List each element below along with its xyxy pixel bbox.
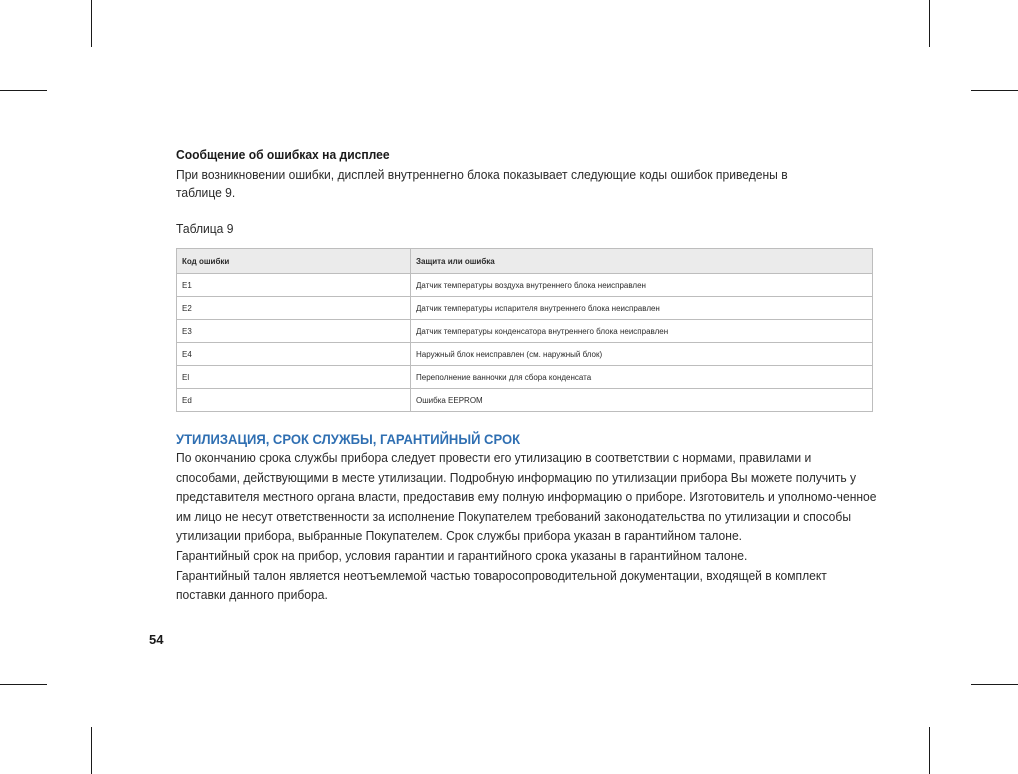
header-code: Код ошибки [177, 249, 411, 274]
error-description: Датчик температуры воздуха внутреннего блока неисправлен [411, 274, 873, 297]
error-description: Датчик температуры испарителя внутреннего блока неисправлен [411, 297, 873, 320]
crop-mark [0, 90, 47, 91]
crop-mark [929, 727, 930, 774]
crop-mark [91, 0, 92, 47]
crop-mark [0, 684, 47, 685]
error-code: E4 [177, 343, 411, 366]
error-section-title: Сообщение об ошибках на дисплее [176, 147, 390, 162]
error-code-table [176, 248, 873, 412]
disposal-section-title: УТИЛИЗАЦИЯ, СРОК СЛУЖБЫ, ГАРАНТИЙНЫЙ СРОК [176, 431, 521, 447]
error-description: Ошибка EEPROM [411, 389, 873, 412]
crop-mark [971, 90, 1018, 91]
table-row [177, 389, 873, 412]
disposal-section [176, 430, 878, 605]
crop-mark [971, 684, 1018, 685]
error-section [176, 147, 876, 237]
table-row [177, 297, 873, 320]
table-row [177, 343, 873, 366]
table-row [177, 320, 873, 343]
error-code: E2 [177, 297, 411, 320]
error-code: Ed [177, 389, 411, 412]
table-row [177, 274, 873, 297]
error-code: E1 [177, 274, 411, 297]
table-row [177, 366, 873, 389]
table-caption: Таблица 9 [176, 221, 234, 236]
error-code: E3 [177, 320, 411, 343]
error-description: Переполнение ванночки для сбора конденсата [411, 366, 873, 389]
crop-mark [91, 727, 92, 774]
warranty-card-paragraph: Гарантийный талон является неотъемлемой частью товаросопроводительной документации, входящей в комплект поставки данного прибора. [176, 567, 827, 603]
error-description: Наружный блок неисправлен (см. наружный блок) [411, 343, 873, 366]
page-number: 54 [149, 632, 164, 647]
error-description: Датчик температуры конденсатора внутреннего блока неисправлен [411, 320, 873, 343]
table-header-row [177, 249, 873, 274]
disposal-paragraph: По окончанию срока службы прибора следует провести его утилизацию в соответствии с нормами, правилами и способами, действующими в месте утилизации. Подробную информацию по утилизации прибора Вы можете получить у представителя местного органа власти, предоставив ему полную информацию о приборе. Изготовитель и уполномо-ченное им лицо не несут ответственности за исполнение Покупателем требований законодательства по утилизации и способы утилизации прибора, выбранные Покупателем. Срок службы прибора указан в гарантийном талоне. [176, 450, 877, 544]
error-section-intro: При возникновении ошибки, дисплей внутреннегно блока показывает следующие коды ошибок приведены в таблице 9. [176, 167, 788, 200]
crop-mark [929, 0, 930, 47]
header-description: Защита или ошибка [411, 249, 873, 274]
error-code: El [177, 366, 411, 389]
warranty-paragraph: Гарантийный срок на прибор, условия гарантии и гарантийного срока указаны в гарантийном талоне. [176, 547, 748, 563]
